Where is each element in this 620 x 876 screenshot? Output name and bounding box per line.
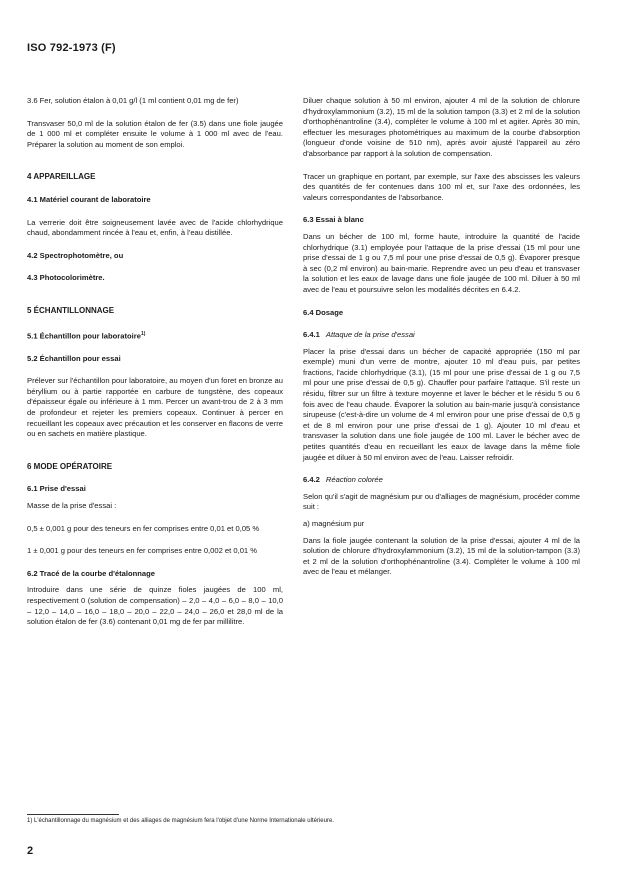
section-5-title: 5 ÉCHANTILLONNAGE [27, 305, 115, 315]
section-6-1-title: 6.1 Prise d'essai [27, 484, 86, 494]
section-6-4-2-number: 6.4.2 [303, 475, 320, 485]
section-6-2-continued: Diluer chaque solution à 50 ml environ, ajouter 4 ml de la solution de chlorure d'hydroxylammonium (3.2), 15 ml de la solution tampon (3.3) et 2 ml de la solution d'orthophénantroline (3.4), compléter le volume à 100 ml et agiter. Après 30 min, effectuer les mesurages photométriques au maximum de la courbe d'absorption (longueur d'onde voisine de 510 nm), après avoir ajusté l'appareil au zéro d'absorbance par rapport à la solution de compensation. [303, 96, 580, 158]
section-6-4-2-a-title: a) magnésium pur [303, 519, 365, 528]
section-6-4-1-label: Attaque de la prise d'essai [325, 330, 415, 340]
section-6-1-line-1: Masse de la prise d'essai : [27, 501, 117, 510]
section-4-title: 4 APPAREILLAGE [27, 172, 96, 182]
footnote-ref: 1) [140, 330, 146, 337]
section-4-1-title: 4.1 Matériel courant de laboratoire [27, 194, 151, 204]
right-column [303, 96, 580, 578]
footnote: 1) L'échantillonnage du magnésium et des alliages de magnésium fera l'objet d'une Norme Internationale ultérieure. [27, 818, 334, 824]
section-6-4-1-title [303, 330, 580, 341]
section-5-1-title [27, 329, 283, 342]
section-6-1-line-2: 0,5 ± 0,001 g pour des teneurs en fer comprises entre 0,01 et 0,05 % [27, 523, 260, 533]
left-column [27, 96, 283, 628]
page-number: 2 [27, 845, 34, 857]
section-5-2-body: Prélever sur l'échantillon pour laboratoire, au moyen d'un foret en bronze au béryllium ou à partie rapportée en carbure de tungstène, des copeaux d'épaisseur égale ou inférieure à 1 mm. Percer un avant-trou de 2 à 3 mm de profondeur et rejeter les premiers copeaux. Continuer à percer en recueillant les copeaux avec précaution et les conserver en flacons de verre ou en sachets en matière plastique. [27, 376, 283, 439]
section-5-1-label: 5.1 Échantillon pour laboratoire [27, 331, 141, 341]
section-6-4-1-number: 6.4.1 [303, 330, 320, 340]
section-6-4-2-label: Réaction colorée [325, 475, 383, 485]
section-6-4-2-body: Selon qu'il s'agit de magnésium pur ou d'alliages de magnésium, procéder comme suit : [303, 491, 580, 512]
section-6-2-title: 6.2 Tracé de la courbe d'étalonnage [27, 568, 155, 578]
section-6-2-graph: Tracer un graphique en portant, par exemple, sur l'axe des abscisses les valeurs des quantités de fer contenues dans 100 ml et, sur l'axe des ordonnées, les valeurs correspondantes de l'absorbance. [303, 171, 580, 202]
section-5-2-title: 5.2 Échantillon pour essai [27, 353, 121, 363]
section-3-6-title: 3.6 Fer, solution étalon à 0,01 g/l (1 ml contient 0,01 mg de fer) [27, 96, 239, 105]
section-6-3-title: 6.3 Essai à blanc [303, 215, 364, 225]
section-6-4-1-body: Placer la prise d'essai dans un bécher de capacité appropriée (150 ml par exemple) muni d'un verre de montre, ajouter 10 ml d'eau puis, par petites fractions, l'acide chlorhydrique (3.1), (15 ml pour une prise d'essai de 1 g ou 7,5 ml pour une prise d'essai de 0,5 g). Chauffer pour parfaire l'attaque. S'il reste un résidu, filtrer sur un filtre à texture moyenne et laver le bécher et le résidu 5 ou 6 fois avec de l'eau chaude. Évaporer la solution au bain-marie jusqu'à consistance sirupeuse (c'est-à-dire un volume de 4 ml environ pour une prise d'essai de 0,5 g et de 8 ml environ pour une prise d'essai de 1 g). Ajouter 10 ml d'eau et transvaser la solution dans une fiole jaugée de 100 ml. Laver le bécher avec de petites quantités d'eau en recueillant les eaux de lavage dans la même fiole jaugée et diluer à 50 ml environ avec de l'eau. Laisser refroidir. [303, 346, 580, 462]
section-6-4-title: 6.4 Dosage [303, 307, 344, 317]
section-6-4-2-title [303, 475, 580, 486]
section-6-2-body: Introduire dans une série de quinze fioles jaugées de 100 ml, respectivement 0 (solution de compensation) – 2,0 – 4,0 – 6,0 – 8,0 – 10,0 – 12,0 – 14,0 – 16,0 – 18,0 – 20,0 – 22,0 – 24,0 – 26,0 et 28,0 ml de la solution étalon de fer (3.6) contenant 0,01 mg de fer par millilitre. [27, 585, 283, 627]
section-3-6-body: Transvaser 50,0 ml de la solution étalon de fer (3.5) dans une fiole jaugée de 1 000 ml et compléter ensuite le volume à 1 000 ml avec de l'eau. Préparer la solution au moment de son emploi. [27, 118, 283, 149]
document-header: ISO 792-1973 (F) [27, 42, 116, 54]
section-4-1-body: La verrerie doit être soigneusement lavée avec de l'acide chlorhydrique chaud, abondamment rincée à l'eau et, enfin, à l'eau distillée. [27, 217, 283, 238]
section-4-2: 4.2 Spectrophotomètre, ou [27, 250, 124, 260]
section-6-title: 6 MODE OPÉRATOIRE [27, 461, 113, 471]
footnote-divider [27, 814, 119, 815]
section-6-1-line-3: 1 ± 0,001 g pour des teneurs en fer comprises entre 0,002 et 0,01 % [27, 546, 258, 556]
section-6-4-2-a-body: Dans la fiole jaugée contenant la solution de la prise d'essai, ajouter 4 ml de la solution de chlorure d'hydroxylammonium (3.2), 15 ml de la solution-tampon (3.3) et 2 ml de la solution d'orthophénantroline (3.4). Compléter le volume à 100 ml avec de l'eau et mélanger. [303, 535, 580, 577]
section-4-3: 4.3 Photocolorimètre. [27, 273, 105, 283]
section-6-3-body: Dans un bécher de 100 ml, forme haute, introduire la quantité de l'acide chlorhydrique (3.1) employée pour l'attaque de la prise d'essai (15 ml pour une prise d'essai de 1 g ou 7,5 ml pour une prise d'essai de 0,5 g). Évaporer presque à sec (0,2 ml environ) au bain-marie. Reprendre avec un peu d'eau et transvaser la solution et les eaux de lavage dans une fiole jaugée de 100 ml. Diluer à 50 ml avec de l'eau et poursuivre selon les modalités décrites en 6.4.2. [303, 231, 580, 294]
